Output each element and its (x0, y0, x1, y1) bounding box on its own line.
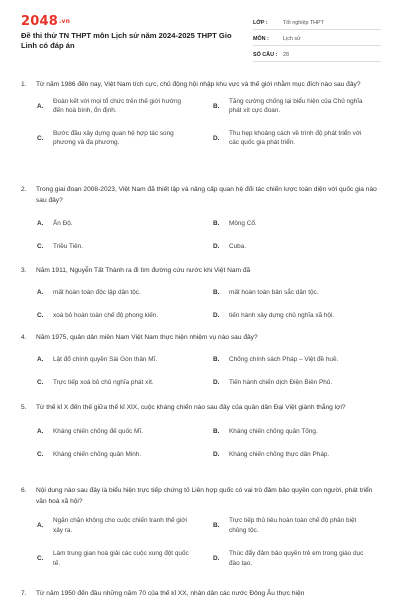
question-3 (21, 266, 381, 343)
question-2 (21, 185, 381, 272)
question-text: 3. Năm 1911, Nguyễn Tất Thành ra đi tìm đường cứu nước khi Việt Nam đã (21, 266, 381, 277)
option-d[interactable]: D. Tiến hành chiến dịch Điện Biên Phủ. (213, 378, 333, 386)
logo-text: 2048 (21, 14, 58, 29)
question-text: 1. Từ năm 1986 đến nay, Việt Nam tích cực, chủ động hội nhập khu vực và thế giới nhằm mục đích nào sau đây? (21, 80, 381, 91)
info-row-count (253, 46, 381, 62)
option-list (21, 97, 381, 157)
option-list (21, 513, 381, 573)
option-c[interactable]: C. xoá bỏ hoàn toàn chế độ phong kiến. (37, 311, 159, 319)
question-text: 5. Từ thế kỉ X đến thế giữa thế kỉ XIX, cuộc kháng chiến nào sau đây của quân dân Đại Việt giành thắng lợi? (21, 403, 381, 414)
question-6 (21, 486, 381, 573)
option-d[interactable]: D. tiến hành xây dựng chủ nghĩa xã hội. (213, 311, 335, 319)
question-number: 1. (21, 81, 27, 88)
option-b[interactable]: B. Kháng chiến chống quân Tống. (213, 427, 318, 435)
option-b[interactable]: B. mất hoàn toàn bản sắc dân tộc. (213, 288, 319, 296)
page-title: Đề thi thử TN THPT môn Lịch sử năm 2024-2025 THPT Gio Linh có đáp án (21, 31, 232, 50)
question-text: 7. Từ năm 1950 đến đầu những năm 70 của thế kỉ XX, nhân dân các nước Đông Âu thực hiện (21, 589, 381, 600)
option-a[interactable]: A. Ngăn chặn không cho cuộc chiến tranh thế giới xảy ra. (37, 517, 187, 534)
option-a[interactable]: A. Ấn Độ. (37, 220, 73, 227)
question-1 (21, 80, 381, 157)
question-text: 6. Nội dung nào sau đây là biểu hiện trực tiếp chứng tỏ Liên hợp quốc có vai trò đảm bảo quyền con người, phát triển văn hoá xã hội? (21, 487, 373, 505)
option-d[interactable]: D. Kháng chiến chống thực dân Pháp. (213, 450, 330, 458)
option-c[interactable]: C. Làm trung gian hoà giải các cuộc xung đột quốc tế. (37, 550, 189, 567)
info-row-subject (253, 30, 381, 46)
page-header (0, 0, 400, 62)
option-a[interactable]: A. mất hoàn toàn độc lập dân tộc. (37, 288, 141, 296)
info-label: LỚP : (253, 20, 268, 26)
question-number: 5. (21, 404, 27, 411)
option-c[interactable]: C. Kháng chiến chống quân Minh. (37, 450, 142, 458)
info-value: 28 (283, 52, 289, 58)
info-value: Tốt nghiệp THPT (283, 20, 324, 26)
option-a[interactable]: A. Kháng chiến chống đế quốc Mĩ. (37, 427, 143, 435)
question-number: 7. (21, 590, 27, 597)
info-label: SỐ CÂU : (253, 52, 278, 58)
option-b[interactable]: B. Tăng cường chống lại biểu hiện của Chủ nghĩa phát xít cực đoan. (213, 97, 363, 114)
question-4 (21, 333, 381, 410)
option-c[interactable]: C. Trực tiếp xoá bỏ chủ nghĩa phát xít. (37, 378, 154, 386)
exam-info (253, 14, 381, 62)
option-list (21, 212, 381, 272)
info-value: Lịch sử (283, 36, 301, 42)
option-a[interactable]: A. Đoàn kết với mọi tổ chức trên thế giới hướng đến hoà bình, ổn định. (37, 97, 182, 114)
option-d[interactable]: D. Thu hẹp khoảng cách về trình độ phát triển với các quốc gia phát triển. (213, 129, 362, 146)
option-c[interactable]: C. Triều Tiên. (37, 243, 83, 250)
option-b[interactable]: B. Trực tiếp thủ tiêu hoàn toàn chế độ phân biệt chủng tộc. (213, 517, 357, 534)
option-a[interactable]: A. Lật đổ chính quyền Sài Gòn thân Mĩ. (37, 355, 158, 363)
question-number: 6. (21, 487, 27, 494)
question-text: 2. Trong giai đoạn 2008-2023, Việt Nam đã thiết lập và nâng cấp quan hệ đối tác chiến lược toàn diện với quốc gia nào sau đây? (21, 186, 377, 204)
option-b[interactable]: B. Mông Cổ. (213, 220, 257, 227)
info-row-class (253, 14, 381, 30)
option-c[interactable]: C. Bước đầu xây dựng quan hệ hợp tác song phương và đa phương. (37, 129, 174, 146)
question-5 (21, 403, 381, 480)
option-list (21, 350, 381, 410)
question-number: 4. (21, 334, 27, 341)
option-list (21, 420, 381, 480)
site-logo[interactable] (21, 14, 70, 29)
question-text: 4. Năm 1975, quân dân miền Nam Việt Nam thực hiện nhiệm vụ nào sau đây? (21, 333, 381, 344)
logo-suffix: .vn (58, 18, 71, 25)
option-d[interactable]: D. Thúc đẩy đảm bảo quyền trẻ em trong giáo dục đào tạo. (213, 550, 364, 567)
question-number: 3. (21, 267, 27, 274)
option-b[interactable]: B. Chống chính sách Pháp – Việt đề huề. (213, 355, 339, 363)
info-label: MÔN : (253, 36, 269, 42)
question-7 (21, 589, 381, 600)
question-number: 2. (21, 186, 27, 193)
option-d[interactable]: D. Cuba. (213, 243, 247, 250)
